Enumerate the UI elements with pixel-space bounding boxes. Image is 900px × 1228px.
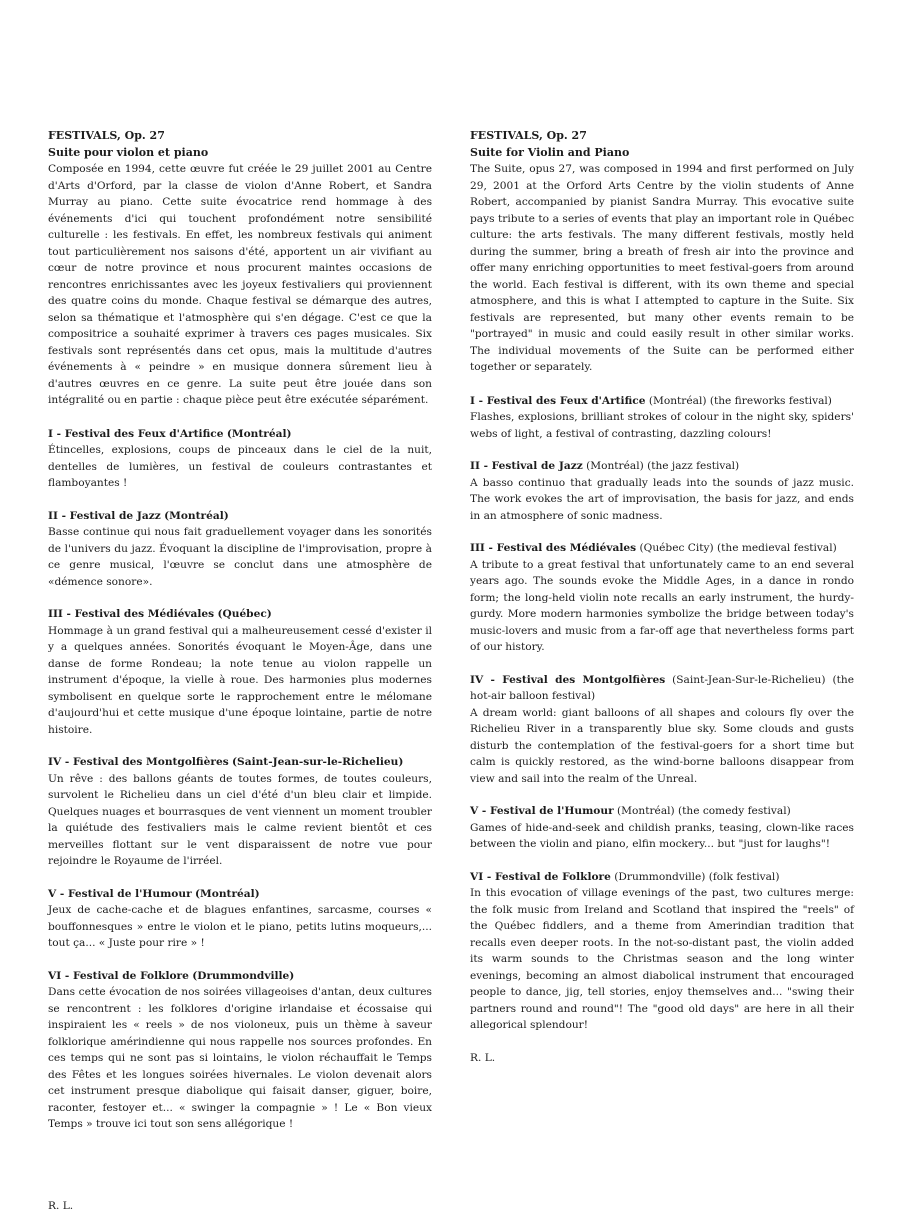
french-subtitle: Suite pour violon et piano — [48, 145, 209, 159]
english-movement-5 — [470, 803, 854, 853]
movement-text: Étincelles, explosions, coups de pinceaux dans le ciel de la nuit, dentelles de lumières, un festival de couleurs contrastantes et flamboyantes ! — [48, 444, 432, 489]
french-column — [48, 128, 432, 1149]
movement-heading — [48, 426, 432, 443]
movement-text: Dans cette évocation de nos soirées villageoises d'antan, deux cultures se rencontrent : les folklores d'origine irlandaise et écossaise qui inspiraient les « reels » de nos violoneux, puis un thème à saveur folklorique amérindienne qui nous rappelle nos sources profondes. En ces temps qui ne sont pas si lointains, le violon réchauffait le Temps des Fêtes et les longues soirées hivernales. Le violon devenait alors cet instrument presque diabolique qui faisait danser, giguer, boire, raconter, festoyer et... « swinger la compagnie » ! Le « Bon vieux Temps » trouve ici tout son sens allégorique ! — [48, 986, 432, 1130]
french-movement-2 — [48, 508, 432, 591]
movement-title: I - Festival des Feux d'Artifice — [470, 394, 646, 407]
movement-place: (Montréal) (the comedy festival) — [617, 805, 791, 817]
english-signature: R. L. — [470, 1051, 496, 1064]
movement-title: VI - Festival de Folklore — [48, 969, 189, 982]
english-subtitle: Suite for Violin and Piano — [470, 145, 630, 159]
movement-place: (Québec) — [217, 608, 272, 620]
movement-title: II - Festival de Jazz — [470, 460, 583, 472]
movement-place: (Saint-Jean-sur-le-Richelieu) — [232, 756, 404, 768]
movement-place: (Montréal) — [164, 509, 229, 522]
movement-text: A basso continuo that gradually leads into the sounds of jazz music. The work evokes the art of improvisation, the basis for jazz, and ends in an atmosphere of sonic madness. — [470, 476, 854, 522]
english-title: FESTIVALS, Op. 27 — [470, 129, 587, 142]
movement-heading — [48, 968, 432, 985]
movement-title: IV - Festival des Montgolfières — [48, 756, 229, 768]
french-signature: R. L. — [48, 1200, 74, 1212]
movement-place: (Drummondville) — [192, 969, 295, 982]
movement-text: A dream world: giant balloons of all shapes and colours fly over the Richelieu River in a transparently blue sky. Some clouds and gusts disturb the contemplation of the festival-goers for a short time but calm is quickly restored, as the wind-borne balloons disappear from view and sail into the realm of the Unreal. — [470, 706, 854, 785]
movement-title: V - Festival de l'Humour — [470, 805, 614, 817]
french-intro: Composée en 1994, cette œuvre fut créée le 29 juillet 2001 au Centre d'Arts d'Orford, par la classe de violon d'Anne Robert, et Sandra Murray au piano. Cette suite évocatrice rend hommage à des événements d'ici qui touchent profondément notre sensibilité culturelle : les festivals. En effet, les nombreux festivals qui animent tout particulièrement nos saisons d'été, apportent un air vivifiant au cœur de notre province et nous procurent maintes occasions de rencontres enrichissantes avec les joyeux festivaliers qui proviennent des quatre coins du monde. Chaque festival se démarque des autres, selon sa thématique et l'atmosphère qui s'en dégage. C'est ce que la compositrice a souhaité exprimer à travers ces pages musicales. Six festivals sont représentés dans cet opus, mais la multitude d'autres événements à « peindre » en musique donnera sûrement lieu à d'autres œuvres en ce genre. La suite peut être jouée dans son intégralité ou en partie : chaque pièce peut être exécutée séparément. — [48, 163, 432, 406]
movement-title: III - Festival des Médiévales — [48, 608, 215, 620]
movement-text: Flashes, explosions, brilliant strokes of colour in the night sky, spiders' webs of light, a festival of contrasting, dazzling colours! — [470, 411, 854, 440]
english-column — [470, 128, 854, 1066]
movement-heading — [470, 672, 854, 705]
movement-heading — [470, 869, 854, 886]
movement-title: I - Festival des Feux d'Artifice — [48, 427, 224, 440]
french-movement-5 — [48, 886, 432, 952]
movement-heading — [470, 393, 854, 410]
french-movement-4 — [48, 754, 432, 870]
movement-heading — [470, 458, 854, 475]
movement-text: Jeux de cache-cache et de blagues enfantines, sarcasme, courses « bouffonnesques » entre le violon et le piano, petits lutins moqueurs,... tout ça... « Juste pour rire » ! — [48, 904, 432, 949]
movement-place: (Montréal) (the fireworks festival) — [648, 394, 832, 407]
movement-text: Basse continue qui nous fait graduellement voyager dans les sonorités de l'univers du jazz. Évoquant la discipline de l'improvisation, propre à ce genre musical, l'œuvre se conclut dans une atmosphère de «démence sonore». — [48, 526, 432, 588]
movement-place: (Drummondville) (folk festival) — [614, 870, 780, 883]
movement-heading — [470, 803, 854, 820]
movement-text: A tribute to a great festival that unfortunately came to an end several years ago. The sounds evoke the Middle Ages, in a dance in rondo form; the long-held violin note recalls an early instrument, the hurdy-gurdy. More modern harmonies symbolize the bridge between today's music-lovers and music from a far-off age that nevertheless forms part of our history. — [470, 558, 854, 653]
movement-title: IV - Festival des Montgolfières — [470, 673, 666, 686]
movement-place: (Montréal) — [226, 427, 292, 440]
french-movement-3 — [48, 606, 432, 738]
movement-text: Un rêve : des ballons géants de toutes formes, de toutes couleurs, survolent le Richelieu dans un ciel d'été d'un bleu clair et limpide. Quelques nuages et bourrasques de vent viennent un moment troubler la quiétude des festivaliers mais le calme revient bientôt et ces merveilles flottant sur le vent disparaissent de notre vue pour rejoindre le Royaume de l'irréel. — [48, 772, 432, 867]
movement-place: (Montréal) (the jazz festival) — [586, 460, 740, 472]
english-intro: The Suite, opus 27, was composed in 1994 and first performed on July 29, 2001 at the Orford Arts Centre by the violin students of Anne Robert, accompanied by pianist Sandra Murray. This evocative suite pays tribute to a series of events that play an important role in Québec culture: the arts festivals. The many different festivals, mostly held during the summer, bring a breath of fresh air into the province and offer many enriching opportunities to meet festival-goers from around the world. Each festival is different, with its own theme and special atmosphere, and this is what I attempted to capture in the Suite. Six festivals are represented, but many other events remain to be "portrayed" in music and could easily result in other similar works. The individual movements of the Suite can be performed either together or separately. — [470, 163, 854, 373]
movement-heading — [470, 540, 854, 557]
english-movement-3 — [470, 540, 854, 656]
movement-place: (Saint-Jean-Sur-le-Richelieu) (the hot-air balloon festival) — [470, 673, 854, 702]
movement-title: II - Festival de Jazz — [48, 509, 161, 522]
movement-text: In this evocation of village evenings of the past, two cultures merge: the folk music from Ireland and Scotland that inspired the "reels" of the Québec fiddlers, and a theme from Amerindian tradition that recalls even deeper roots. In the not-so-distant past, the violin added its warm sounds to the Christmas season and the long winter evenings, becoming an almost diabolical instrument that encouraged people to dance, jig, tell stories, enjoy themselves and... "swing their partners round and round"! The "good old days" are here in all their allegorical splendour! — [470, 887, 854, 1031]
movement-title: VI - Festival de Folklore — [470, 870, 611, 883]
movement-heading — [48, 754, 432, 771]
movement-text: Games of hide-and-seek and childish pranks, teasing, clown-like races between the violin and piano, elfin mockery... but "just for laughs"! — [470, 821, 854, 850]
movement-place: (Québec City) (the medieval festival) — [639, 542, 837, 554]
movement-title: V - Festival de l'Humour — [48, 887, 192, 900]
movement-text: Hommage à un grand festival qui a malheureusement cessé d'exister il y a quelques années. Sonorités évoquant le Moyen-Âge, dans une danse de forme Rondeau; la note tenue au violon rappelle un instrument d'époque, la vielle à roue. Des harmonies plus modernes symbolisent en quelque sorte le rapprochement entre le mélomane d'aujourd'hui et cette musique d'une époque lointaine, partie de notre histoire. — [48, 624, 432, 736]
movement-heading — [48, 508, 432, 525]
english-movement-1 — [470, 393, 854, 443]
movement-place: (Montréal) — [195, 887, 260, 900]
english-movement-6 — [470, 869, 854, 1034]
french-title: FESTIVALS, Op. 27 — [48, 129, 165, 142]
french-movement-1 — [48, 426, 432, 492]
french-movement-6 — [48, 968, 432, 1133]
english-movement-2 — [470, 458, 854, 524]
movement-title: III - Festival des Médiévales — [470, 542, 637, 554]
movement-heading — [48, 606, 432, 623]
english-movement-4 — [470, 672, 854, 788]
movement-heading — [48, 886, 432, 903]
